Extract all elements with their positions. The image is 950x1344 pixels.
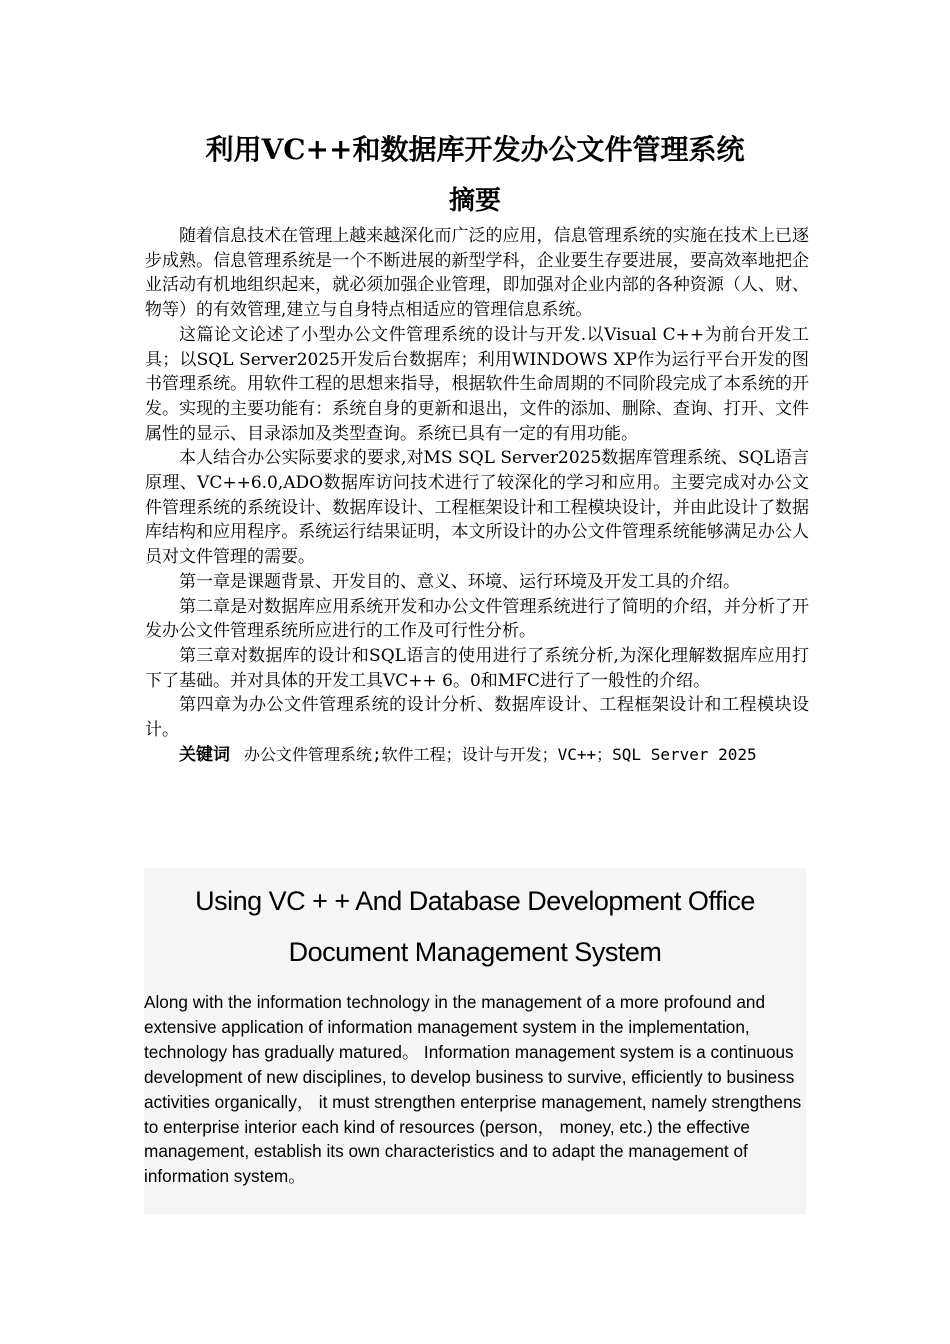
english-abstract-paragraph: Along with the information technology in the management of a more profound and extensive application of information management system in the implementation, technology has gradually matured。 Information management system is a continuous development of new disciplines, to develop business to survive, efficiently to business activities organically， it must strengthen enterprise management, namely strengthens to enterprise interior each kind of resources (person， money, etc.) the effective management, establish its own characteristics and to adapt the management of information system。 (144, 992, 802, 1187)
keywords-text: 办公文件管理系统;软件工程；设计与开发；VC++；SQL Server 2025 (244, 744, 757, 764)
abstract-paragraph: 第一章是课题背景、开发目的、意义、环境、运行环境及开发工具的介绍。 (179, 571, 740, 592)
abstract-paragraph: 第四章为办公文件管理系统的设计分析、数据库设计、工程框架设计和工程模块设计。 (145, 695, 809, 741)
english-title-line-2: Document Management System (288, 937, 662, 967)
keywords-label: 关键词 (179, 744, 230, 765)
abstract-paragraph: 这篇论文论述了小型办公文件管理系统的设计与开发.以Visual C++为前台开发工具；以SQL Server2025开发后台数据库；利用WINDOWS XP作为运行平台开发的图书管理系统。用软件工程的思想来指导，根据软件生命周期的不同阶段完成了本系统的开发。实现的主要功能有：系统自身的更新和退出，文件的添加、删除、查询、打开、文件属性的显示、目录添加及类型查询。系统已具有一定的有用功能。 (145, 324, 809, 444)
abstract-paragraph: 第二章是对数据库应用系统开发和办公文件管理系统进行了简明的介绍，并分析了开发办公文件管理系统所应进行的工作及可行性分析。 (145, 596, 809, 642)
english-abstract-section (144, 868, 806, 1214)
abstract-heading: 摘要 (448, 186, 501, 216)
abstract-paragraph: 第三章对数据库的设计和SQL语言的使用进行了系统分析,为深化理解数据库应用打下了基础。并对具体的开发工具VC++ 6。0和MFC进行了一般性的介绍。 (145, 645, 809, 691)
abstract-paragraph: 随着信息技术在管理上越来越深化而广泛的应用，信息管理系统的实施在技术上已逐步成熟。信息管理系统是一个不断进展的新型学科，企业要生存要进展，要高效率地把企业活动有机地组织起来，就必须加强企业管理，即加强对企业内部的各种资源（人、财、物等）的有效管理,建立与自身特点相适应的管理信息系统。 (145, 226, 809, 321)
abstract-paragraph: 本人结合办公实际要求的要求,对MS SQL Server2025数据库管理系统、SQL语言原理、VC++6.0,ADO数据库访问技术进行了较深化的学习和应用。主要完成对办公文件管理系统的系统设计、数据库设计、工程框架设计和工程模块设计，并由此设计了数据库结构和应用程序。系统运行结果证明，本文所设计的办公文件管理系统能够满足办公人员对文件管理的需要。 (145, 448, 809, 568)
english-title (144, 868, 806, 978)
chinese-abstract-body (145, 224, 809, 767)
chinese-title: 利用VC++和数据库开发办公文件管理系统 (205, 133, 745, 166)
english-title-line-1: Using VC + + And Database Development Office (195, 886, 755, 916)
keywords-line (145, 743, 809, 768)
